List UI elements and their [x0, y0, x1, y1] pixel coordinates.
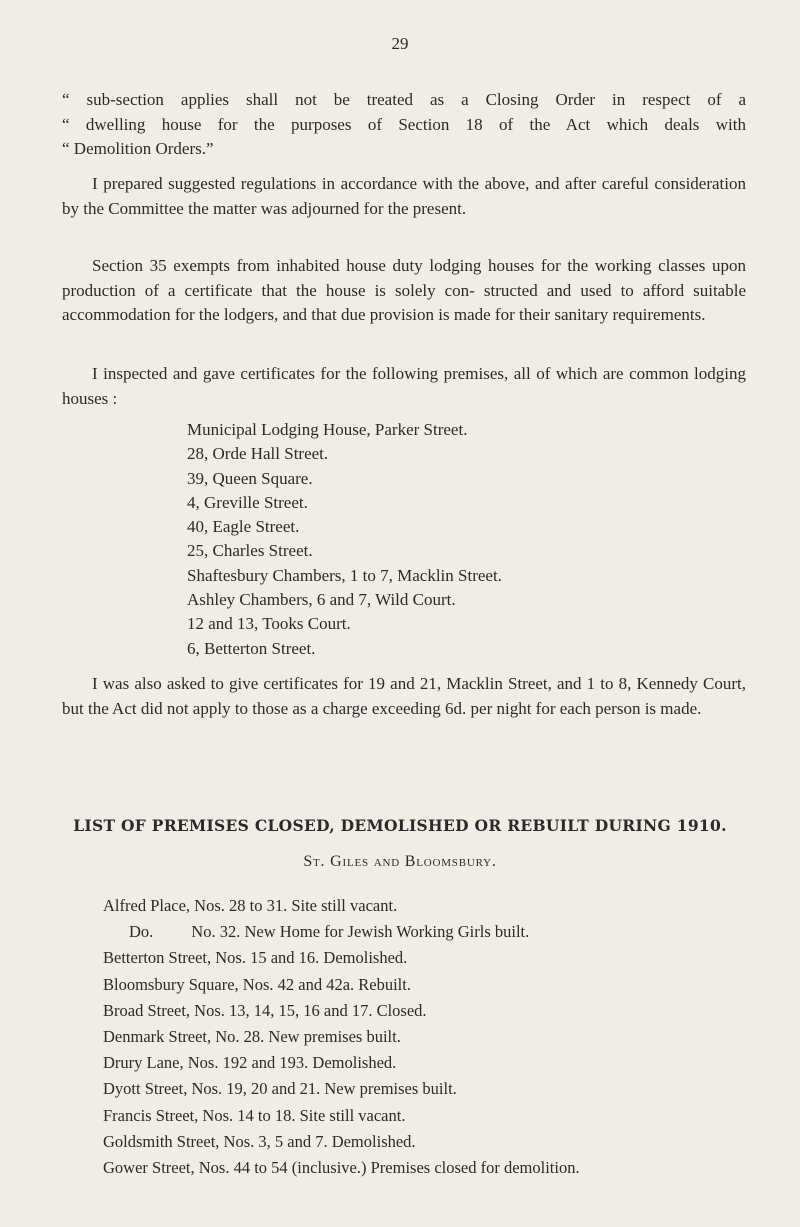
list-item: Drury Lane, Nos. 192 and 193. Demolished. — [103, 1053, 397, 1073]
list-item: Ashley Chambers, 6 and 7, Wild Court. — [187, 590, 456, 610]
list-item-ditto — [103, 919, 580, 945]
list-item: 4, Greville Street. — [187, 492, 308, 512]
district-heading: St. Giles and Bloomsbury. — [303, 853, 497, 870]
section-35-paragraph: Section 35 exempts from inhabited house duty lodging houses for the working classes upon production of a certificate that the house is solely con- structed and used to afford suitable accommodation for the lodgers, and that due provision is made for their sanitary requirements. — [62, 256, 746, 324]
list-item: 25, Charles Street. — [187, 541, 313, 561]
quote-line: “ Demolition Orders.” — [62, 139, 214, 158]
quoted-paragraph — [62, 88, 746, 162]
list-item: Shaftesbury Chambers, 1 to 7, Macklin Street. — [187, 565, 502, 585]
quote-line: “ sub-section applies shall not be treated as a Closing Order in respect of a — [62, 90, 746, 109]
list-item: Dyott Street, Nos. 19, 20 and 21. New premises built. — [103, 1079, 457, 1099]
list-heading: LIST OF PREMISES CLOSED, DEMOLISHED OR REBUILT DURING 1910. — [73, 816, 727, 835]
lodging-houses-list — [187, 418, 502, 661]
list-item: Alfred Place, Nos. 28 to 31. Site still vacant. — [103, 896, 398, 915]
closures-list — [103, 893, 580, 1181]
list-item: 12 and 13, Tooks Court. — [187, 614, 351, 634]
ditto-label: Do. — [129, 922, 154, 942]
regulations-paragraph: I prepared suggested regulations in accordance with the above, and after careful consideration by the Committee the matter was adjourned for the present. — [62, 174, 746, 218]
also-asked-paragraph: I was also asked to give certificates for 19 and 21, Macklin Street, and 1 to 8, Kennedy Court, but the Act did not apply to those as a charge exceeding 6d. per night for each person is made. — [62, 674, 746, 718]
page-number: 29 — [391, 34, 409, 53]
list-item: Denmark Street, No. 28. New premises built. — [103, 1027, 401, 1047]
list-item: Goldsmith Street, Nos. 3, 5 and 7. Demolished. — [103, 1131, 416, 1151]
list-item: 28, Orde Hall Street. — [187, 444, 329, 464]
list-item: Betterton Street, Nos. 15 and 16. Demolished. — [103, 948, 408, 968]
list-item: 39, Queen Square. — [187, 468, 313, 488]
list-item: Gower Street, Nos. 44 to 54 (inclusive.) Premises closed for demolition. — [103, 1158, 580, 1178]
list-item: 40, Eagle Street. — [187, 517, 300, 537]
quote-line: “ dwelling house for the purposes of Section 18 of the Act which deals with — [62, 114, 746, 134]
ditto-text: No. 32. New Home for Jewish Working Girls built. — [191, 922, 530, 942]
list-item: 6, Betterton Street. — [187, 638, 316, 658]
list-item: Francis Street, Nos. 14 to 18. Site still vacant. — [103, 1105, 406, 1125]
list-item: Municipal Lodging House, Parker Street. — [187, 420, 468, 439]
inspected-paragraph: I inspected and gave certificates for the following premises, all of which are common lodging houses : — [62, 364, 746, 408]
list-item: Bloomsbury Square, Nos. 42 and 42a. Rebuilt. — [103, 974, 411, 994]
list-item: Broad Street, Nos. 13, 14, 15, 16 and 17. Closed. — [103, 1000, 427, 1020]
